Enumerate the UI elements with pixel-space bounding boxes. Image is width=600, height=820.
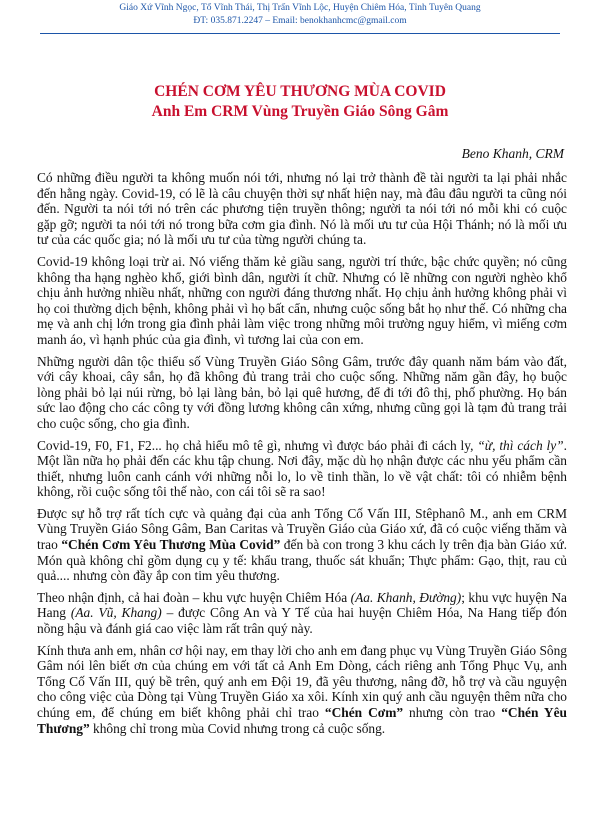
bold-phrase: “Chén Cơm” [324, 705, 404, 720]
text-run: không chỉ trong mùa Covid nhưng trong cả cuộc sống. [89, 720, 386, 736]
text-run: – được Công An và Y Tế của hai huyện Chiêm Hóa, Na Hang tiếp đón nồng hậu và đánh giá cao việc làm rất trân quý này. [37, 605, 567, 637]
text-run: đến bà con trong 3 khu cách ly trên địa bàn Giáo xứ. Món quà không chỉ gồm dụng cụ y tế: khẩu trang, thuốc sát khuẩn; Thực phẩm: Gạo, thịt, rau củ quả.... nhưng còn đầy ắp con tim yêu thương. [37, 537, 567, 584]
paragraph-1: Có những điều người ta không muốn nói tới, nhưng nó lại trở thành đề tài người ta lại phải nhắc đến hằng ngày. Covid-19, có lẽ là câu chuyện thời sự nhất hiện nay, mà đâu đâu người ta cũng nói đến. Người ta nói tới nó trên các phương tiện truyền thông; người ta nói tới nó mỗi khi có cuộc gặp gỡ; người ta nói tới nó trong bữa cơm gia đình. Nó là mối ưu tư của Hội Thánh; nó là mối ưu tư của các quốc gia; nó là mối ưu tư của từng người chúng ta. [37, 170, 567, 248]
paragraph-2: Covid-19 không loại trừ ai. Nó viếng thăm kẻ giầu sang, người trí thức, bậc chức quyền; nó cũng không tha hạng nghèo khổ, giới bình dân, người ít chữ. Nhưng có lẽ những con người nghèo khổ chịu ảnh hưởng nhiều nhất, những con người đáng thương nhất. Họ chịu ảnh hưởng không phải vì họ coi thường dịch bệnh, không phải vì họ bất cẩn, nhưng cuộc sống bắt họ như thế. Có những cha mẹ và anh chị lớn trong gia đình phải làm việc trong những môi trường nguy hiểm, vì miếng cơm manh áo, vì hạnh phúc của gia đình, vì tương lai của con em. [37, 253, 567, 347]
italic-names: (Aa. Khanh, Đường) [350, 589, 462, 605]
italic-quote: “ừ, thì cách ly” [477, 437, 564, 453]
paragraph-4 [37, 438, 567, 500]
page-header [0, 0, 600, 28]
header-divider [40, 33, 560, 34]
paragraph-3: Những người dân tộc thiểu số Vùng Truyền Giáo Sông Gâm, trước đây quanh năm bám vào đất, với cây khoai, cây sắn, họ đã không đủ trang trải cho cuộc sống. Những năm gần đây, họ buộc lòng phải bỏ lại núi rừng, bỏ lại làng bản, bỏ lại quê hương, để đi tới đô thị, phố phường. Họ bán sức lao động cho các công ty với đồng lương không cân xứng, nhưng cũng gọi là tạm đủ trang trải cho cuộc sống, cho gia đình. [37, 353, 567, 431]
title-sub: Anh Em CRM Vùng Truyền Giáo Sông Gâm [151, 103, 449, 120]
bold-phrase: “Chén Yêu Thương” [37, 705, 567, 736]
article-body [37, 170, 567, 742]
header-address: Giáo Xứ Vĩnh Ngọc, Tổ Vĩnh Thái, Thị Trấn Vĩnh Lộc, Huyện Chiêm Hóa, Tỉnh Tuyên Quang [119, 3, 481, 13]
text-run: Kính thưa anh em, nhân cơ hội nay, em thay lời cho anh em đang phục vụ Vùng Truyền Giáo Sông Gâm nói lên biết ơn của chúng em với tất cả Anh Em Dòng, cách riêng anh Tổng Phục Vụ, anh Tổng Cố Vấn III, quý bề trên, quý anh em Đội 19, đã yêu thương, nâng đỡ, hỗ trợ và cầu nguyện cho công việc của Dòng tại Vùng Truyền Giáo xa xôi. Kính xin quý anh cầu nguyện thêm nữa cho chúng em, để chúng em biết không phải chỉ trao [37, 642, 567, 720]
text-run: ; khu vực huyện Na Hang [37, 589, 568, 621]
paragraph-6 [37, 590, 567, 637]
title-main: CHÉN CƠM YÊU THƯƠNG MÙA COVID [154, 83, 446, 100]
author-byline: Beno Khanh, CRM [461, 146, 564, 161]
italic-names: (Aa. Vũ, Khang) [70, 605, 162, 621]
paragraph-7 [37, 643, 567, 737]
paragraph-5 [37, 506, 567, 584]
text-run: Covid-19, F0, F1, F2... họ chả hiểu mô tê gì, nhưng vì được báo phải đi cách ly, [37, 437, 478, 453]
text-run: Được sự hỗ trợ rất tích cực và quảng đại của anh Tổng Cố Vấn III, Stêphanô M., anh em CRM Vùng Truyền Giáo Sông Gâm, Ban Caritas và Truyền Giáo của Giáo xứ, đã có cuộc viếng thăm và trao [37, 505, 567, 553]
article-title [0, 82, 600, 122]
text-run: nhưng còn trao [403, 705, 502, 720]
bold-program-name: “Chén Cơm Yêu Thương Mùa Covid” [61, 537, 281, 553]
text-run: Theo nhận định, cả hai đoàn – khu vực huyện Chiêm Hóa [37, 589, 351, 605]
header-contact: ĐT: 035.871.2247 – Email: benokhanhcmc@gmail.com [193, 16, 407, 26]
text-run: . Một lần nữa họ phải đến các khu tập chung. Nơi đây, mặc dù họ nhận được các nhu yếu phẩm cần thiết, nhưng luôn canh cánh với những nỗi lo, lo về tinh thần, lo về vật chất: tôi có nhiễm bệnh không, rồi cuộc sống tôi thế nào, con cái tôi sẽ ra sao! [37, 437, 567, 500]
